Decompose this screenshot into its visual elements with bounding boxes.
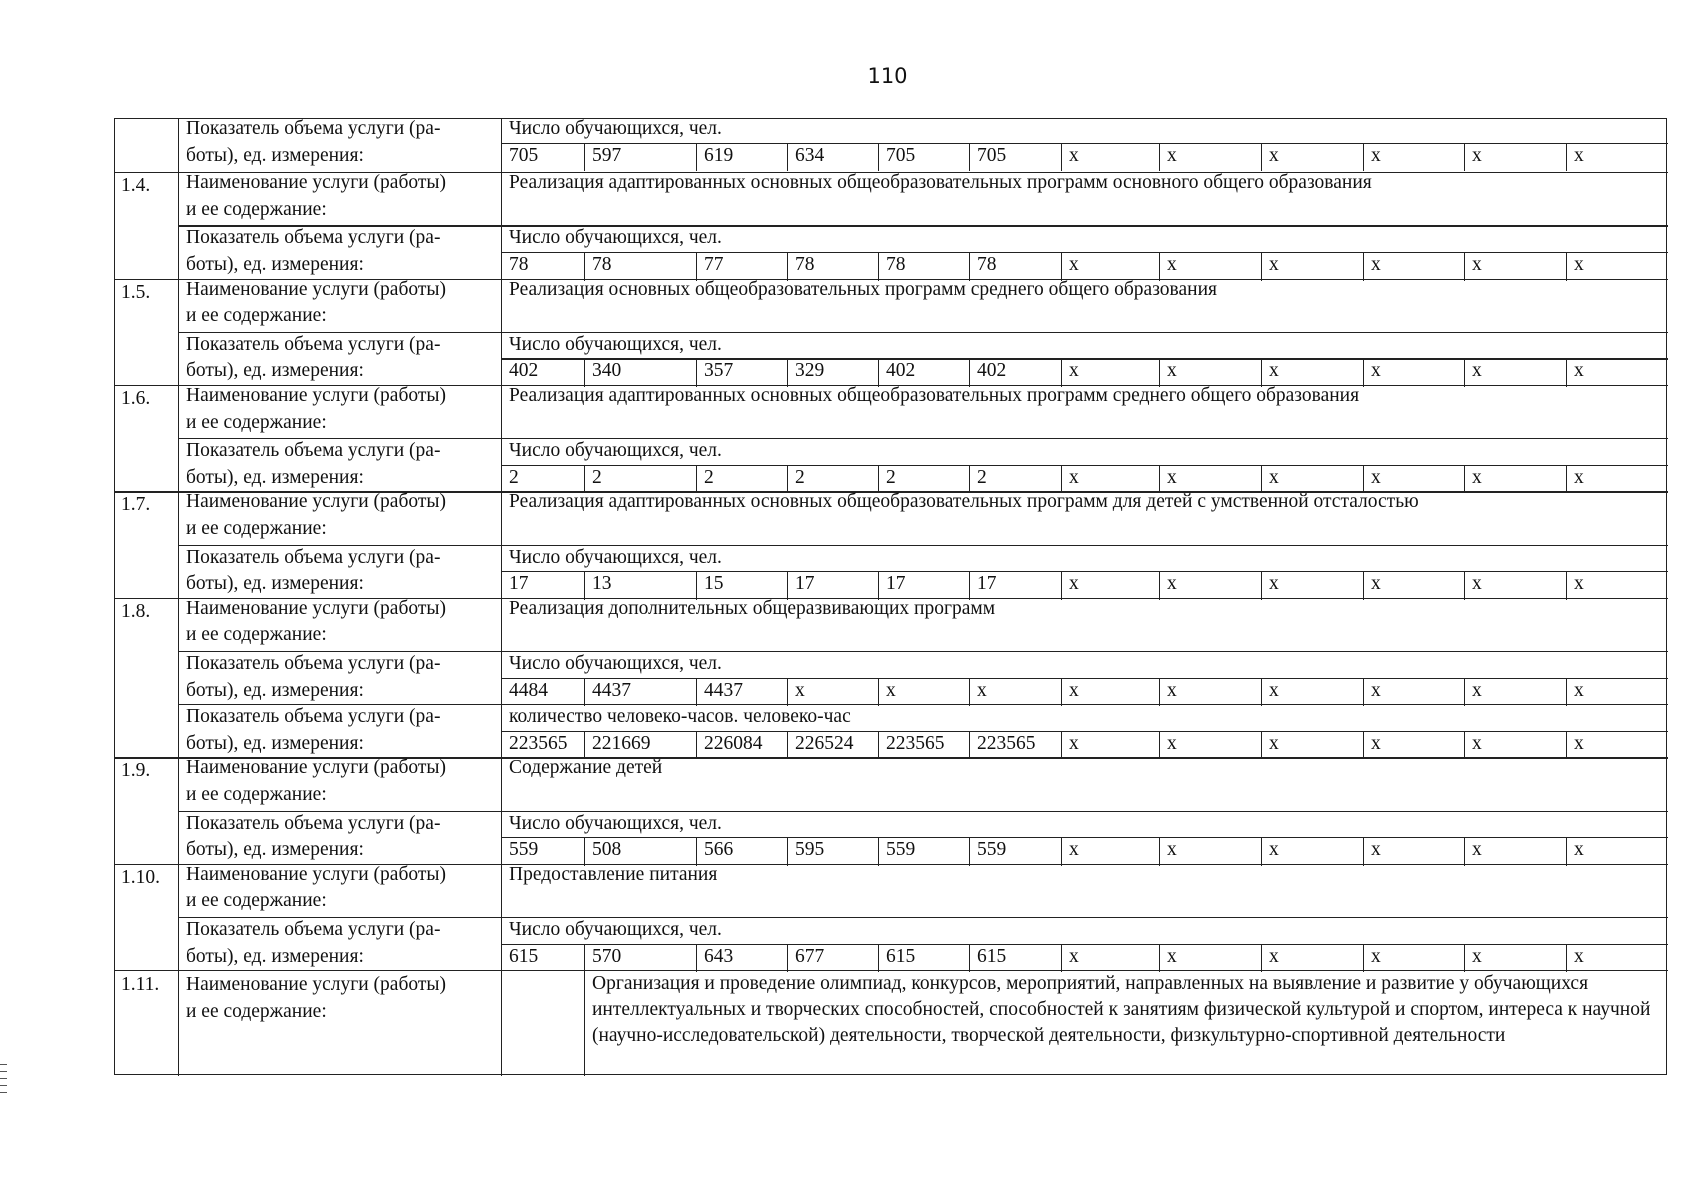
value-cell: x [1574,254,1584,275]
value-cell: 17 [977,573,997,595]
value-cell-divider [969,678,970,707]
service-name-label-cont: и ее содержание: [186,411,327,433]
value-cell-divider [1363,358,1364,387]
value-cell: x [1269,360,1279,382]
value-cell-divider [787,731,788,760]
indicator-label: Показатель объема услуги (ра- [186,653,441,674]
value-cell: x [1167,732,1177,754]
value-cell: x [1269,254,1279,275]
value-cell: 705 [509,144,539,166]
service-name-label-cont: и ее содержание: [186,624,327,646]
value-cell: x [1069,732,1079,754]
col-divider-label [501,119,502,970]
value-cell: 17 [509,573,529,595]
value-cell-divider [1464,465,1465,494]
indicator-divider [501,571,1668,572]
value-cell-divider [787,678,788,707]
value-cell: 78 [509,254,529,275]
value-cell-divider [1363,143,1364,172]
value-cell: 677 [795,945,825,967]
value-cell-divider [1261,252,1262,281]
value-cell: 615 [977,945,1007,967]
value-cell-divider [969,143,970,172]
value-cell: x [1269,144,1279,166]
service-name-label-cont: и ее содержание: [186,784,327,805]
service-name: Реализация адаптированных основных общеобразовательных программ основного общего образования [509,172,1372,194]
indicator-divider [501,143,1668,144]
value-cell: x [1167,839,1177,861]
value-cell: x [1371,732,1381,754]
value-cell: 559 [509,839,539,861]
value-cell-divider [1464,143,1465,172]
col-divider-last-inner [584,970,585,1076]
value-cell: 13 [592,573,612,595]
value-cell: 15 [704,573,724,595]
value-cell: 78 [592,254,612,275]
value-cell-divider [1566,143,1567,172]
value-cell-divider [787,944,788,973]
service-name-label-cont: и ее содержание: [186,890,327,912]
value-cell: x [1371,466,1381,488]
indicator-divider [501,465,1668,466]
value-cell-divider [1363,837,1364,866]
value-cell: 615 [509,945,539,967]
indicator-divider [501,252,1668,253]
indicator-label: Показатель объема услуги (ра- [186,812,441,834]
value-cell: x [1069,573,1079,595]
value-cell: 223565 [977,732,1036,754]
value-cell: 17 [795,573,815,595]
value-cell: x [1167,573,1177,595]
value-cell-divider [1363,678,1364,707]
value-cell-divider [1566,678,1567,707]
value-cell-divider [1159,944,1160,973]
value-cell: 2 [886,466,896,488]
page-number: 110 [867,64,908,88]
indicator-label-cont: боты), ед. измерения: [186,945,364,967]
value-cell: x [1167,466,1177,488]
value-cell: 226524 [795,732,854,754]
value-cell-divider [1261,837,1262,866]
value-cell-divider [969,731,970,760]
value-cell: 570 [592,945,622,967]
value-cell: x [1371,679,1381,701]
value-cell: 4484 [509,679,548,701]
value-cell-divider [1261,571,1262,600]
value-cell-divider [696,944,697,973]
value-cell-divider [1464,252,1465,281]
value-cell: x [1472,360,1482,382]
indicator-title: Число обучающихся, чел. [509,919,722,940]
indicator-title: Число обучающихся, чел. [509,333,722,355]
value-cell-divider [1363,252,1364,281]
service-name-label-cont: и ее содержание: [186,1000,327,1022]
value-cell: x [1574,839,1584,861]
value-cell: 226084 [704,732,763,754]
service-name-label-cont: и ее содержание: [186,198,327,220]
indicator-divider [501,678,1668,679]
section-number: 1.10. [121,866,160,888]
value-cell: 77 [704,254,724,275]
col-divider-number [178,119,179,1076]
indicator-label-cont: боты), ед. измерения: [186,466,364,488]
section-number: 1.5. [121,281,151,303]
value-cell: 4437 [592,679,631,701]
indicator-label-cont: боты), ед. измерения: [186,679,364,701]
indicator-label: Показатель объема услуги (ра- [186,118,441,139]
value-cell-divider [1566,837,1567,866]
indicator-title: Число обучающихся, чел. [509,227,722,249]
value-cell-divider [1566,358,1567,387]
value-cell-divider [696,143,697,172]
indicator-label-cont: боты), ед. измерения: [186,360,364,382]
service-name-label: Наименование услуги (работы) [186,597,446,619]
service-name-label: Наименование услуги (работы) [186,757,446,779]
value-cell: x [1269,732,1279,754]
indicator-label-cont: боты), ед. измерения: [186,573,364,595]
value-cell: x [1069,360,1079,382]
value-cell-divider [878,143,879,172]
value-cell: 78 [795,254,815,275]
services-table [114,118,1667,1075]
section-number: 1.9. [121,760,151,782]
value-cell: x [1472,466,1482,488]
section-number: 1.8. [121,600,151,622]
value-cell-divider [1363,571,1364,600]
value-cell: x [1269,839,1279,861]
value-cell-divider [1061,944,1062,973]
value-cell: 78 [977,254,997,275]
value-cell-divider [1261,143,1262,172]
value-cell-divider [1261,678,1262,707]
value-cell-divider [1061,571,1062,600]
service-name: Реализация дополнительных общеразвивающих программ [509,597,996,619]
value-cell: x [1371,573,1381,595]
value-cell: x [1472,839,1482,861]
value-cell-divider [1261,731,1262,760]
service-name: Реализация основных общеобразовательных программ среднего общего образования [509,278,1217,300]
indicator-label: Показатель объема услуги (ра- [186,333,441,355]
value-cell-divider [878,944,879,973]
value-cell-divider [1159,837,1160,866]
section-number: 1.6. [121,388,151,409]
service-name-label-cont: и ее содержание: [186,305,327,327]
indicator-title: Число обучающихся, чел. [509,118,722,139]
value-cell-divider [1566,944,1567,973]
value-cell: x [1269,945,1279,967]
value-cell-divider [1464,944,1465,973]
service-name: Реализация адаптированных основных общеобразовательных программ для детей с умственной отсталостью [509,491,1419,513]
value-cell-divider [584,143,585,172]
value-cell: 402 [886,360,916,382]
value-cell: x [1371,254,1381,275]
value-cell: x [1069,679,1079,701]
value-cell: 357 [704,360,734,382]
value-cell: x [1069,254,1079,275]
service-name: Реализация адаптированных основных общеобразовательных программ среднего общего образования [509,385,1360,406]
service-name-long: Организация и проведение олимпиад, конкурсов, мероприятий, направленных на выявление и развитие у обучающихся интеллектуальных и творческих способностей, способностей к занятиям физической культурой и спортом, интереса к научной (научно-исследовательской) деятельности, творческой деятельности, физкультурно-спортивной деятельности [592,973,1651,1047]
value-cell: 221669 [592,732,651,754]
indicator-divider [501,944,1668,945]
indicator-label-cont: боты), ед. измерения: [186,732,364,754]
value-cell-divider [1464,731,1465,760]
value-cell: x [1472,144,1482,166]
value-cell-divider [787,837,788,866]
indicator-label: Показатель объема услуги (ра- [186,546,441,568]
value-cell-divider [1159,571,1160,600]
value-cell: x [1574,144,1584,166]
value-cell: 559 [977,839,1007,861]
indicator-label-cont: боты), ед. измерения: [186,144,364,166]
value-cell-divider [1061,837,1062,866]
value-cell: 17 [886,573,906,595]
value-cell: 643 [704,945,734,967]
value-cell: 566 [704,839,734,861]
value-cell-divider [1159,143,1160,172]
value-cell-divider [1566,571,1567,600]
indicator-divider [501,837,1668,838]
section-number: 1.7. [121,494,151,516]
indicator-title: Число обучающихся, чел. [509,546,722,568]
margin-marks [0,1064,8,1108]
value-cell: x [1167,679,1177,701]
value-cell-divider [878,837,879,866]
value-cell-divider [1261,944,1262,973]
value-cell: x [1069,144,1079,166]
value-cell: x [1371,144,1381,166]
indicator-label-cont: боты), ед. измерения: [186,254,364,275]
value-cell: 402 [977,360,1007,382]
value-cell-divider [969,944,970,973]
value-cell: 2 [704,466,714,488]
value-cell: 634 [795,144,825,166]
indicator-label-cont: боты), ед. измерения: [186,839,364,861]
value-cell-divider [878,731,879,760]
value-cell: x [1269,679,1279,701]
service-name-label: Наименование услуги (работы) [186,491,446,513]
value-cell-divider [1061,143,1062,172]
value-cell: x [1371,945,1381,967]
indicator-divider [501,731,1668,732]
value-cell-divider [787,143,788,172]
value-cell-divider [584,678,585,707]
value-cell: 705 [886,144,916,166]
value-cell: x [1472,679,1482,701]
value-cell-divider [1566,731,1567,760]
value-cell: 559 [886,839,916,861]
service-name-label: Наименование услуги (работы) [186,172,446,194]
value-cell: x [1167,144,1177,166]
indicator-divider [501,358,1668,359]
col-divider-last [501,970,502,1076]
value-cell-divider [969,837,970,866]
value-cell: x [977,679,987,701]
value-cell: x [1167,945,1177,967]
service-name-label-cont: и ее содержание: [186,518,327,539]
value-cell: 2 [795,466,805,488]
value-cell-divider [584,944,585,973]
section-number: 1.4. [121,175,151,197]
indicator-label: Показатель объема услуги (ра- [186,919,441,940]
value-cell-divider [1159,731,1160,760]
value-cell-divider [1464,358,1465,387]
value-cell: x [1574,679,1584,701]
service-name-label: Наименование услуги (работы) [186,278,446,300]
value-cell: 2 [509,466,519,488]
indicator-label: Показатель объема услуги (ра- [186,440,441,462]
service-name: Содержание детей [509,757,663,779]
value-cell: x [1269,466,1279,488]
value-cell: x [1574,573,1584,595]
value-cell-divider [696,731,697,760]
section-number: 1.11. [121,974,160,996]
value-cell-divider [1363,944,1364,973]
value-cell: x [1574,732,1584,754]
value-cell: x [795,679,805,701]
value-cell-divider [1061,731,1062,760]
service-name-label: Наименование услуги (работы) [186,863,446,885]
value-cell-divider [696,678,697,707]
value-cell: 2 [592,466,602,488]
service-name: Предоставление питания [509,863,718,885]
value-cell-divider [1464,678,1465,707]
value-cell: 508 [592,839,622,861]
value-cell: x [1472,573,1482,595]
service-name-label: Наименование услуги (работы) [186,974,446,996]
value-cell: 340 [592,360,622,382]
indicator-title: Число обучающихся, чел. [509,812,722,834]
value-cell: 223565 [509,732,568,754]
value-cell-divider [1159,678,1160,707]
value-cell: 595 [795,839,825,861]
value-cell: x [1069,945,1079,967]
value-cell: x [1371,360,1381,382]
value-cell: 78 [886,254,906,275]
value-cell: x [1269,573,1279,595]
indicator-label: Показатель объема услуги (ра- [186,227,441,249]
value-cell: x [1574,360,1584,382]
value-cell: x [1167,254,1177,275]
service-name-label: Наименование услуги (работы) [186,385,446,406]
value-cell-divider [1566,465,1567,494]
value-cell: x [1574,466,1584,488]
value-cell: 2 [977,466,987,488]
value-cell: 4437 [704,679,743,701]
value-cell: x [1069,839,1079,861]
value-cell-divider [1464,571,1465,600]
value-cell: 615 [886,945,916,967]
value-cell-divider [1061,678,1062,707]
indicator-title: количество человеко-часов. человеко-час [509,706,851,728]
value-cell: 619 [704,144,734,166]
value-cell: 329 [795,360,825,382]
value-cell: 402 [509,360,539,382]
indicator-title: Число обучающихся, чел. [509,440,722,462]
value-cell: 597 [592,144,622,166]
indicator-label: Показатель объема услуги (ра- [186,706,441,728]
value-cell-divider [878,678,879,707]
value-cell: x [1069,466,1079,488]
value-cell-divider [1566,252,1567,281]
value-cell: 223565 [886,732,945,754]
value-cell: x [1472,732,1482,754]
value-cell: 705 [977,144,1007,166]
value-cell: x [886,679,896,701]
indicator-title: Число обучающихся, чел. [509,653,722,674]
value-cell: x [1472,945,1482,967]
value-cell: x [1371,839,1381,861]
value-cell: x [1472,254,1482,275]
value-cell-divider [1363,731,1364,760]
value-cell: x [1167,360,1177,382]
value-cell: x [1574,945,1584,967]
value-cell-divider [1464,837,1465,866]
